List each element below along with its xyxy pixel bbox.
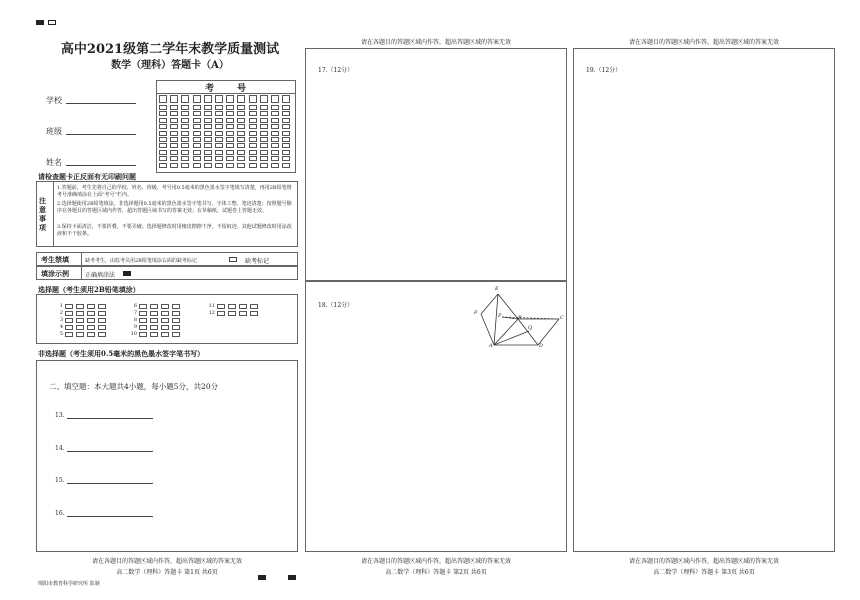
notice-item-1: 1.答题前，考生先将自己的学校、姓名、班级、考号用0.5毫米的黑色墨水签字笔填写清楚，再用2B铅笔将考号准确填涂在上面“考号”栏内。 bbox=[57, 185, 292, 198]
corner-mark bbox=[36, 20, 44, 25]
exam-number-bubble[interactable] bbox=[204, 124, 212, 129]
exam-number-bubble[interactable] bbox=[181, 137, 189, 142]
exam-number-bubble[interactable] bbox=[226, 111, 234, 116]
absent-mark-label: 缺考标记 bbox=[245, 258, 270, 265]
absent-divider bbox=[81, 253, 82, 265]
exam-number-write-cell[interactable] bbox=[237, 95, 245, 103]
exam-number-write-cell[interactable] bbox=[260, 95, 268, 103]
page-title: 高中2021级第二学年末教学质量测试 bbox=[60, 42, 280, 57]
choice-bubble[interactable] bbox=[65, 318, 73, 323]
exam-number-bubble[interactable] bbox=[215, 131, 223, 136]
fig-label-A: A bbox=[489, 343, 493, 349]
exam-number-bubble[interactable] bbox=[159, 131, 167, 136]
exam-number-bubble[interactable] bbox=[170, 137, 178, 142]
exam-number-bubble[interactable] bbox=[249, 137, 257, 142]
exam-number-bubble[interactable] bbox=[271, 163, 279, 168]
exam-number-bubble[interactable] bbox=[282, 137, 290, 142]
exam-number-bubble[interactable] bbox=[159, 137, 167, 142]
exam-number-bubble[interactable] bbox=[226, 143, 234, 148]
blank-14-label: 14. bbox=[55, 445, 65, 452]
exam-number-bubble[interactable] bbox=[170, 105, 178, 110]
exam-number-bubble[interactable] bbox=[170, 163, 178, 168]
q17-answer-box[interactable] bbox=[305, 48, 567, 281]
exam-number-bubble[interactable] bbox=[159, 163, 167, 168]
exam-number-bubble[interactable] bbox=[226, 150, 234, 155]
page-subtitle: 数学（理科）答题卡（A） bbox=[111, 60, 229, 71]
exam-number-bubble[interactable] bbox=[271, 131, 279, 136]
exam-number-label-left: 考 bbox=[205, 84, 215, 94]
exam-number-bubble[interactable] bbox=[282, 131, 290, 136]
footer-page1: 高二数学（理科）答题卡 第1页 共6页 bbox=[116, 569, 218, 576]
exam-number-bubble[interactable] bbox=[260, 105, 268, 110]
class-field[interactable] bbox=[66, 134, 136, 135]
blank-16-label: 16. bbox=[55, 510, 65, 517]
choice-bubble[interactable] bbox=[161, 311, 169, 316]
absent-text: 缺考考生，由监考员用2B铅笔填涂右面的缺考标记 bbox=[85, 258, 197, 264]
choice-bubble[interactable] bbox=[65, 332, 73, 337]
choice-bubble[interactable] bbox=[150, 311, 158, 316]
choice-bubble[interactable] bbox=[139, 332, 147, 337]
exam-number-bubble[interactable] bbox=[282, 118, 290, 123]
exam-number-bubble[interactable] bbox=[181, 124, 189, 129]
absent-row bbox=[36, 252, 298, 266]
fig-label-C: C bbox=[560, 315, 564, 321]
blank-16-line[interactable] bbox=[67, 516, 153, 517]
name-field[interactable] bbox=[66, 165, 136, 166]
corner-mark-outline bbox=[48, 20, 56, 25]
edge-EA bbox=[494, 294, 498, 345]
exam-number-bubble[interactable] bbox=[271, 118, 279, 123]
choice-bubble[interactable] bbox=[172, 304, 180, 309]
choice-bubble[interactable] bbox=[87, 304, 95, 309]
exam-number-bubble[interactable] bbox=[193, 137, 201, 142]
exam-number-bubble[interactable] bbox=[181, 118, 189, 123]
exam-number-bubble[interactable] bbox=[249, 105, 257, 110]
exam-number-bubble[interactable] bbox=[249, 143, 257, 148]
choice-bubble[interactable] bbox=[98, 318, 106, 323]
class-label: 班级 bbox=[46, 127, 62, 136]
exam-number-bubble[interactable] bbox=[159, 111, 167, 116]
exam-number-bubble[interactable] bbox=[204, 131, 212, 136]
choice-bubble[interactable] bbox=[76, 304, 84, 309]
edge-CD bbox=[538, 319, 559, 345]
exam-number-bubble[interactable] bbox=[159, 150, 167, 155]
choice-bubble[interactable] bbox=[150, 318, 158, 323]
exam-number-bubble[interactable] bbox=[260, 156, 268, 161]
choice-bubble[interactable] bbox=[98, 311, 106, 316]
exam-number-grid[interactable] bbox=[156, 80, 296, 173]
fig-label-F: F bbox=[474, 310, 478, 316]
exam-number-bubble[interactable] bbox=[249, 124, 257, 129]
exam-number-bubble[interactable] bbox=[237, 143, 245, 148]
choice-bubble[interactable] bbox=[87, 325, 95, 330]
exam-number-bubble[interactable] bbox=[204, 118, 212, 123]
exam-number-bubble[interactable] bbox=[215, 156, 223, 161]
exam-number-bubble[interactable] bbox=[282, 156, 290, 161]
q18-label: 18.（12分） bbox=[318, 302, 354, 309]
exam-number-bubble[interactable] bbox=[181, 105, 189, 110]
boundary-notice-p2-top: 请在各题目的答题区域内作答，超出答题区域的答案无效 bbox=[360, 39, 511, 46]
exam-number-bubble[interactable] bbox=[170, 124, 178, 129]
edge-BD bbox=[518, 319, 538, 345]
q19-label: 19.（12分） bbox=[586, 67, 622, 74]
choice-section-title: 选择题（考生须用2B铅笔填涂） bbox=[38, 285, 140, 294]
choice-bubble[interactable] bbox=[65, 325, 73, 330]
exam-number-bubble[interactable] bbox=[181, 111, 189, 116]
exam-number-bubble[interactable] bbox=[260, 137, 268, 142]
exam-number-bubble[interactable] bbox=[260, 143, 268, 148]
exam-number-bubble[interactable] bbox=[170, 156, 178, 161]
choice-bubble[interactable] bbox=[172, 318, 180, 323]
exam-number-write-cell[interactable] bbox=[271, 95, 279, 103]
nonchoice-section-title: 非选择题（考生须用0.5毫米的黑色墨水签字笔书写） bbox=[38, 349, 205, 358]
exam-number-bubble[interactable] bbox=[226, 124, 234, 129]
edge-AB bbox=[494, 319, 518, 345]
school-field[interactable] bbox=[66, 103, 136, 104]
exam-number-bubble[interactable] bbox=[193, 156, 201, 161]
exam-number-bubble[interactable] bbox=[204, 111, 212, 116]
boundary-notice-p2-bottom: 请在各题目的答题区域内作答，超出答题区域的答案无效 bbox=[360, 558, 511, 565]
choice-number: 8 bbox=[133, 317, 137, 323]
fig-label-D: D bbox=[539, 343, 544, 349]
exam-number-bubble[interactable] bbox=[204, 163, 212, 168]
q19-answer-box[interactable] bbox=[573, 48, 835, 552]
choice-bubble[interactable] bbox=[161, 318, 169, 323]
exam-number-bubble[interactable] bbox=[271, 105, 279, 110]
choice-bubble[interactable] bbox=[87, 311, 95, 316]
fill-blank-box[interactable] bbox=[36, 360, 298, 552]
choice-bubble[interactable] bbox=[76, 332, 84, 337]
exam-number-bubble[interactable] bbox=[181, 150, 189, 155]
choice-bubble[interactable] bbox=[228, 311, 236, 316]
exam-number-bubble[interactable] bbox=[226, 137, 234, 142]
exam-number-bubble[interactable] bbox=[226, 156, 234, 161]
exam-number-bubble[interactable] bbox=[271, 156, 279, 161]
exam-number-write-cell[interactable] bbox=[159, 95, 167, 103]
exam-number-bubble[interactable] bbox=[181, 143, 189, 148]
edge-AQ bbox=[494, 331, 529, 345]
fill-example-row bbox=[36, 266, 298, 280]
choice-number: 11 bbox=[208, 303, 215, 309]
exam-number-bubble[interactable] bbox=[271, 111, 279, 116]
exam-number-bubble[interactable] bbox=[193, 118, 201, 123]
exam-number-bubble[interactable] bbox=[204, 143, 212, 148]
fill-example-divider bbox=[81, 267, 82, 279]
blank-14-line[interactable] bbox=[67, 451, 153, 452]
exam-number-bubble[interactable] bbox=[204, 137, 212, 142]
choice-bubble[interactable] bbox=[161, 332, 169, 337]
fill-example-text: 正确填涂法 bbox=[85, 272, 116, 279]
choice-bubble[interactable] bbox=[65, 304, 73, 309]
choice-bubble[interactable] bbox=[250, 304, 258, 309]
blank-13-line[interactable] bbox=[67, 418, 153, 419]
bottom-mark-2 bbox=[288, 575, 296, 580]
q18-answer-box[interactable] bbox=[305, 281, 567, 552]
exam-number-bubble[interactable] bbox=[159, 105, 167, 110]
choice-bubble[interactable] bbox=[250, 311, 258, 316]
exam-number-bubble[interactable] bbox=[237, 163, 245, 168]
choice-bubble[interactable] bbox=[239, 311, 247, 316]
choice-bubble[interactable] bbox=[65, 311, 73, 316]
choice-bubble[interactable] bbox=[87, 318, 95, 323]
choice-bubble[interactable] bbox=[87, 332, 95, 337]
exam-number-bubble[interactable] bbox=[215, 143, 223, 148]
exam-number-bubble[interactable] bbox=[204, 150, 212, 155]
exam-number-bubble[interactable] bbox=[159, 156, 167, 161]
fill-blank-title: 二、填空题：本大题共4小题，每小题5分，共20分 bbox=[49, 382, 219, 391]
choice-bubble[interactable] bbox=[76, 318, 84, 323]
exam-number-bubble[interactable] bbox=[226, 105, 234, 110]
choice-number: 2 bbox=[59, 310, 63, 316]
exam-number-write-cell[interactable] bbox=[170, 95, 178, 103]
choice-bubble[interactable] bbox=[172, 332, 180, 337]
exam-number-bubble[interactable] bbox=[237, 124, 245, 129]
fill-example-mark bbox=[123, 271, 131, 276]
exam-number-write-cell[interactable] bbox=[249, 95, 257, 103]
exam-number-bubble[interactable] bbox=[193, 131, 201, 136]
exam-number-bubble[interactable] bbox=[170, 118, 178, 123]
exam-number-bubble[interactable] bbox=[237, 111, 245, 116]
exam-number-bubble[interactable] bbox=[260, 150, 268, 155]
exam-number-bubble[interactable] bbox=[260, 163, 268, 168]
choice-number: 3 bbox=[59, 317, 63, 323]
exam-number-header-line bbox=[157, 93, 295, 94]
exam-number-bubble[interactable] bbox=[282, 124, 290, 129]
exam-number-bubble[interactable] bbox=[170, 143, 178, 148]
choice-bubble[interactable] bbox=[172, 325, 180, 330]
exam-number-bubble[interactable] bbox=[170, 150, 178, 155]
choice-number: 5 bbox=[59, 331, 63, 337]
exam-number-bubble[interactable] bbox=[170, 131, 178, 136]
notice-box bbox=[36, 181, 298, 247]
exam-number-bubble[interactable] bbox=[249, 131, 257, 136]
exam-number-bubble[interactable] bbox=[181, 131, 189, 136]
exam-number-label-right: 号 bbox=[237, 84, 247, 94]
exam-number-bubble[interactable] bbox=[260, 131, 268, 136]
footer-producer: 绵阳市教育科学研究所 监制 bbox=[38, 581, 100, 587]
exam-number-bubble[interactable] bbox=[215, 124, 223, 129]
q17-label: 17.（12分） bbox=[318, 67, 354, 74]
exam-number-bubble[interactable] bbox=[181, 163, 189, 168]
exam-number-bubble[interactable] bbox=[249, 150, 257, 155]
exam-number-bubble[interactable] bbox=[271, 143, 279, 148]
name-label: 姓名 bbox=[46, 158, 62, 167]
exam-number-bubble[interactable] bbox=[282, 150, 290, 155]
choice-number: 1 bbox=[59, 303, 63, 309]
choice-bubble[interactable] bbox=[150, 304, 158, 309]
q18-geometry-figure bbox=[466, 288, 566, 360]
exam-number-bubble[interactable] bbox=[193, 143, 201, 148]
blank-15-label: 15. bbox=[55, 477, 65, 484]
choice-number: 6 bbox=[133, 303, 137, 309]
blank-15-line[interactable] bbox=[67, 483, 153, 484]
exam-number-bubble[interactable] bbox=[159, 143, 167, 148]
exam-number-bubble[interactable] bbox=[204, 105, 212, 110]
choice-number: 10 bbox=[130, 331, 137, 337]
exam-number-write-cell[interactable] bbox=[282, 95, 290, 103]
choice-bubble[interactable] bbox=[150, 325, 158, 330]
choice-number: 12 bbox=[208, 310, 215, 316]
notice-item-2: 2.选择题使用2B铅笔填涂，非选择题用0.5毫米的黑色墨水签字笔书写，字体工整、笔迹清楚；按照题号顺序在各题目的答题区域内作答，超出答题区域书写的答案无效；在草稿纸、试题卷上答题无效。 bbox=[57, 201, 292, 214]
choice-bubble[interactable] bbox=[139, 304, 147, 309]
school-label: 学校 bbox=[46, 96, 62, 105]
exam-number-bubble[interactable] bbox=[249, 156, 257, 161]
edge-FA bbox=[481, 314, 494, 345]
notice-divider bbox=[53, 182, 54, 246]
exam-number-bubble[interactable] bbox=[237, 156, 245, 161]
exam-number-bubble[interactable] bbox=[271, 150, 279, 155]
boundary-notice-p3-top: 请在各题目的答题区域内作答，超出答题区域的答案无效 bbox=[628, 39, 779, 46]
choice-number: 7 bbox=[133, 310, 137, 316]
exam-number-bubble[interactable] bbox=[237, 131, 245, 136]
choice-bubble[interactable] bbox=[139, 318, 147, 323]
exam-number-bubble[interactable] bbox=[215, 111, 223, 116]
exam-number-bubble[interactable] bbox=[226, 163, 234, 168]
choice-bubble[interactable] bbox=[139, 325, 147, 330]
exam-number-bubble[interactable] bbox=[204, 156, 212, 161]
choice-number: 4 bbox=[59, 324, 63, 330]
exam-number-bubble[interactable] bbox=[226, 131, 234, 136]
exam-number-write-cell[interactable] bbox=[204, 95, 212, 103]
exam-number-write-cell[interactable] bbox=[215, 95, 223, 103]
boundary-notice-p3-bottom: 请在各题目的答题区域内作答，超出答题区域的答案无效 bbox=[628, 558, 779, 565]
fig-label-P: P bbox=[498, 313, 502, 319]
choice-bubble[interactable] bbox=[76, 311, 84, 316]
choice-bubble[interactable] bbox=[217, 304, 225, 309]
absent-label: 考生禁填 bbox=[41, 255, 69, 264]
exam-number-bubble[interactable] bbox=[215, 105, 223, 110]
fig-label-B: B bbox=[518, 315, 522, 321]
exam-number-bubble[interactable] bbox=[260, 124, 268, 129]
exam-number-bubble[interactable] bbox=[282, 163, 290, 168]
exam-number-bubble[interactable] bbox=[159, 124, 167, 129]
footer-page2: 高二数学（理科）答题卡 第2页 共6页 bbox=[385, 569, 487, 576]
choice-answer-box[interactable] bbox=[36, 294, 298, 344]
exam-number-bubble[interactable] bbox=[237, 150, 245, 155]
exam-number-bubble[interactable] bbox=[282, 111, 290, 116]
exam-number-bubble[interactable] bbox=[249, 118, 257, 123]
choice-bubble[interactable] bbox=[161, 325, 169, 330]
choice-bubble[interactable] bbox=[172, 311, 180, 316]
fig-label-E: E bbox=[495, 286, 499, 292]
exam-number-bubble[interactable] bbox=[237, 105, 245, 110]
exam-number-bubble[interactable] bbox=[181, 156, 189, 161]
footer-page3: 高二数学（理科）答题卡 第3页 共6页 bbox=[653, 569, 755, 576]
exam-number-bubble[interactable] bbox=[282, 143, 290, 148]
choice-number: 9 bbox=[133, 324, 137, 330]
choice-bubble[interactable] bbox=[228, 304, 236, 309]
exam-number-bubble[interactable] bbox=[260, 111, 268, 116]
choice-bubble[interactable] bbox=[161, 304, 169, 309]
choice-bubble[interactable] bbox=[239, 304, 247, 309]
exam-number-bubble[interactable] bbox=[170, 111, 178, 116]
absent-checkbox[interactable] bbox=[229, 257, 237, 262]
exam-number-bubble[interactable] bbox=[193, 105, 201, 110]
choice-bubble[interactable] bbox=[76, 325, 84, 330]
blank-13-label: 13. bbox=[55, 412, 65, 419]
choice-bubble[interactable] bbox=[150, 332, 158, 337]
exam-number-bubble[interactable] bbox=[249, 111, 257, 116]
edge-EF bbox=[481, 294, 498, 314]
exam-number-bubble[interactable] bbox=[260, 118, 268, 123]
exam-number-write-cell[interactable] bbox=[193, 95, 201, 103]
boundary-notice-p1-bottom: 请在各题目的答题区域内作答，超出答题区域的答案无效 bbox=[91, 558, 242, 565]
exam-number-bubble[interactable] bbox=[249, 163, 257, 168]
exam-number-bubble[interactable] bbox=[215, 137, 223, 142]
exam-number-bubble[interactable] bbox=[282, 105, 290, 110]
exam-number-bubble[interactable] bbox=[159, 118, 167, 123]
check-notice: 请检查题卡正反面有无印刷问题 bbox=[38, 172, 136, 181]
exam-number-bubble[interactable] bbox=[237, 137, 245, 142]
exam-number-write-cell[interactable] bbox=[181, 95, 189, 103]
exam-number-bubble[interactable] bbox=[193, 111, 201, 116]
exam-number-write-cell[interactable] bbox=[226, 95, 234, 103]
choice-bubble[interactable] bbox=[98, 332, 106, 337]
exam-number-bubble[interactable] bbox=[271, 124, 279, 129]
choice-bubble[interactable] bbox=[98, 325, 106, 330]
exam-number-bubble[interactable] bbox=[193, 124, 201, 129]
choice-bubble[interactable] bbox=[98, 304, 106, 309]
exam-number-bubble[interactable] bbox=[215, 163, 223, 168]
fig-label-Q: Q bbox=[528, 325, 533, 331]
bottom-mark-1 bbox=[258, 575, 266, 580]
exam-number-bubble[interactable] bbox=[193, 150, 201, 155]
exam-number-bubble[interactable] bbox=[215, 150, 223, 155]
exam-number-bubble[interactable] bbox=[271, 137, 279, 142]
exam-number-bubble[interactable] bbox=[237, 118, 245, 123]
exam-number-bubble[interactable] bbox=[226, 118, 234, 123]
notice-label: 注意事项 bbox=[39, 196, 46, 232]
notice-item-3: 3.保持卡面清洁，不要折叠，不要弄破；选择题修改时用橡皮擦擦干净，不留痕迹，其他试题修改时用涂改液和不干胶条。 bbox=[57, 224, 292, 237]
choice-bubble[interactable] bbox=[139, 311, 147, 316]
fill-example-label: 填涂示例 bbox=[41, 269, 69, 278]
exam-number-bubble[interactable] bbox=[215, 118, 223, 123]
choice-bubble[interactable] bbox=[217, 311, 225, 316]
exam-number-bubble[interactable] bbox=[193, 163, 201, 168]
